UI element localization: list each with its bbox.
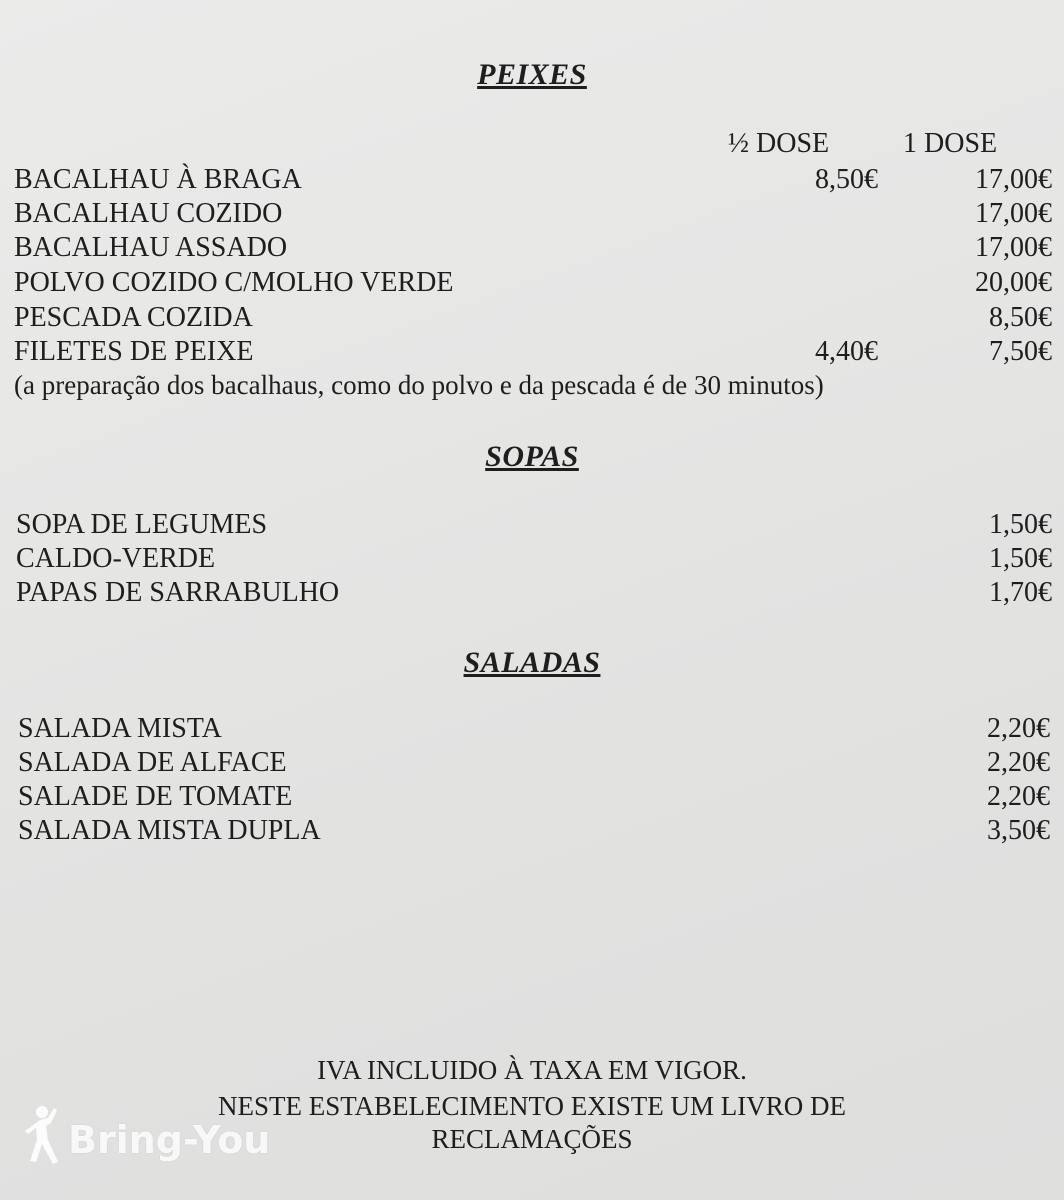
item-price-half: 4,40€ [815, 336, 878, 367]
preparation-note: (a preparação dos bacalhaus, como do polvo e da pescada é de 30 minutos) [14, 370, 824, 400]
menu-item [0, 301, 1064, 335]
item-price-full: 1,50€ [989, 543, 1052, 574]
item-price-full: 17,00€ [975, 198, 1052, 229]
item-price-full: 20,00€ [975, 267, 1052, 298]
item-price-full: 17,00€ [975, 232, 1052, 263]
menu-item [0, 231, 1064, 265]
item-price-full: 3,50€ [987, 815, 1050, 846]
item-name: CALDO-VERDE [16, 543, 216, 574]
menu-item [0, 163, 1064, 197]
watermark-logo [20, 1105, 270, 1175]
item-price-full: 7,50€ [989, 336, 1052, 367]
item-price-half: 8,50€ [815, 164, 878, 195]
menu-item [0, 335, 1064, 369]
item-price-full: 2,20€ [987, 747, 1050, 778]
item-name: BACALHAU ASSADO [14, 232, 288, 263]
menu-item [0, 542, 1064, 576]
item-name: POLVO COZIDO C/MOLHO VERDE [14, 267, 454, 298]
item-price-full: 8,50€ [989, 302, 1052, 333]
menu-item [0, 814, 1064, 848]
menu-item [0, 508, 1064, 542]
item-name: SALADE DE TOMATE [18, 781, 293, 812]
section-title-saladas: SALADAS [463, 646, 601, 679]
item-name: PESCADA COZIDA [14, 302, 253, 333]
menu-item [0, 746, 1064, 780]
item-name: SALADA DE ALFACE [18, 747, 287, 778]
footer-vat-line: IVA INCLUIDO À TAXA EM VIGOR. [317, 1055, 747, 1085]
runner-icon [20, 1104, 62, 1177]
footer-complaints-line: NESTE ESTABELECIMENTO EXISTE UM LIVRO DE [217, 1091, 847, 1121]
item-name: SOPA DE LEGUMES [16, 509, 268, 540]
menu-item [0, 266, 1064, 300]
footer-complaints-line-2: RECLAMAÇÕES [431, 1124, 633, 1154]
section-title-sopas: SOPAS [485, 440, 579, 473]
item-name: BACALHAU À BRAGA [14, 164, 302, 195]
column-header-full-dose: 1 DOSE [903, 128, 998, 159]
menu-item [0, 712, 1064, 746]
item-price-full: 1,70€ [989, 577, 1052, 608]
column-header-half-dose: ½ DOSE [728, 128, 830, 159]
item-price-full: 1,50€ [989, 509, 1052, 540]
section-title-peixes: PEIXES [477, 58, 587, 91]
menu-item [0, 197, 1064, 231]
item-price-full: 2,20€ [987, 713, 1050, 744]
menu-item [0, 780, 1064, 814]
item-name: FILETES DE PEIXE [14, 336, 254, 367]
item-price-full: 17,00€ [975, 164, 1052, 195]
item-name: SALADA MISTA DUPLA [18, 815, 321, 846]
watermark-text: Bring-You [68, 1118, 271, 1162]
item-name: BACALHAU COZIDO [14, 198, 283, 229]
menu-item [0, 576, 1064, 610]
item-price-full: 2,20€ [987, 781, 1050, 812]
item-name: SALADA MISTA [18, 713, 222, 744]
item-name: PAPAS DE SARRABULHO [16, 577, 340, 608]
